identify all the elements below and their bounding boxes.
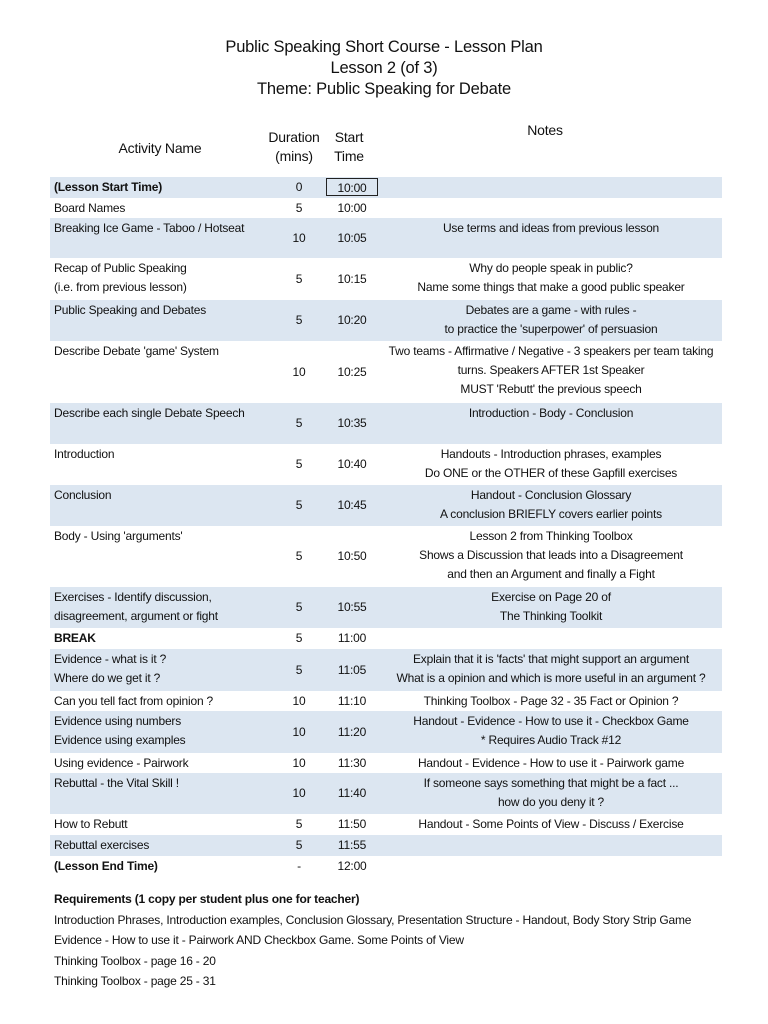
column-header-activity: Activity Name (118, 140, 202, 156)
table-row (50, 485, 722, 526)
start-time-cell: 10:45 (324, 485, 380, 526)
start-time-cell: 10:00 (337, 200, 367, 215)
duration-cell: 10 (274, 711, 324, 753)
notes-cell (380, 856, 722, 877)
activity-name: Where do we get it ? (54, 671, 161, 685)
note-line: Handout - Conclusion Glossary (470, 488, 632, 502)
duration-cell: 0 (274, 177, 324, 198)
note-line: and then an Argument and finally a Fight (447, 567, 655, 581)
duration-cell: 5 (295, 200, 303, 215)
notes-cell (380, 341, 722, 403)
table-row (50, 526, 722, 587)
start-time-cell: 11:10 (337, 693, 367, 708)
activity-cell (50, 711, 274, 753)
table-row (50, 753, 722, 773)
table-row (50, 835, 722, 856)
activity-name: disagreement, argument or fight (54, 609, 218, 623)
start-time-cell: 10:55 (324, 587, 380, 628)
start-time-cell: 11:40 (324, 773, 380, 814)
table-row (50, 341, 722, 403)
activity-name: Using evidence - Pairwork (54, 756, 189, 770)
requirements-section (54, 889, 744, 992)
note-line: how do you deny it ? (497, 795, 605, 809)
notes-cell (380, 691, 722, 711)
start-time-cell: 10:15 (337, 271, 367, 286)
note-line: turns. Speakers AFTER 1st Speaker (457, 363, 645, 377)
duration-cell: 5 (274, 403, 324, 444)
lesson-plan-table (50, 177, 722, 877)
activity-name: (Lesson Start Time) (54, 180, 163, 194)
table-row (50, 691, 722, 711)
activity-name: Exercises - Identify discussion, (54, 590, 212, 604)
activity-cell (50, 485, 274, 526)
activity-cell (50, 814, 274, 835)
activity-cell (50, 258, 274, 300)
activity-cell (50, 649, 274, 691)
activity-name: Introduction (54, 447, 115, 461)
activity-cell (50, 856, 274, 877)
duration-cell: 5 (274, 835, 324, 856)
activity-cell (50, 526, 274, 587)
activity-name: Conclusion (54, 488, 112, 502)
lesson-plan-rows (50, 177, 722, 877)
notes-cell (380, 835, 722, 856)
duration-cell: 5 (295, 457, 303, 471)
table-row (50, 444, 722, 485)
start-time-cell: 10:50 (337, 549, 367, 563)
table-row (50, 177, 722, 198)
activity-cell (50, 691, 274, 711)
activity-name: Describe Debate 'game' System (54, 344, 219, 358)
activity-name: Body - Using 'arguments' (54, 529, 183, 543)
table-row (50, 628, 722, 649)
activity-cell (50, 835, 274, 856)
duration-cell: 5 (295, 631, 303, 645)
table-row (50, 649, 722, 691)
activity-name: Evidence - what is it ? (54, 652, 167, 666)
activity-cell (50, 218, 274, 258)
table-row (50, 587, 722, 628)
note-line: Handouts - Introduction phrases, examples (440, 447, 662, 461)
notes-cell (380, 198, 722, 218)
activity-cell (50, 177, 274, 198)
note-line: Do ONE or the OTHER of these Gapfill exercises (424, 466, 678, 480)
start-time-cell: 11:05 (324, 649, 380, 691)
activity-name: Public Speaking and Debates (54, 303, 207, 317)
activity-name: Rebuttal - the Vital Skill ! (54, 776, 179, 790)
start-time-cell: 10:40 (337, 457, 367, 471)
duration-cell: 10 (292, 755, 306, 770)
duration-cell: 10 (292, 693, 306, 708)
notes-cell (380, 444, 722, 485)
document-title: Public Speaking Short Course - Lesson Plan (225, 38, 543, 56)
activity-name: Describe each single Debate Speech (54, 406, 245, 420)
notes-cell (380, 587, 722, 628)
notes-cell (380, 526, 722, 587)
start-time-cell: 10:35 (324, 403, 380, 444)
note-line: If someone says something that might be a fact ... (423, 776, 679, 790)
duration-cell: 5 (295, 817, 303, 831)
activity-cell (50, 628, 274, 649)
requirements-line: Thinking Toolbox - page 25 - 31 (54, 974, 216, 988)
table-row (50, 773, 722, 814)
duration-cell: 5 (274, 649, 324, 691)
note-line: Shows a Discussion that leads into a Disagreement (419, 548, 683, 562)
notes-cell (380, 753, 722, 773)
note-line: to practice the 'superpower' of persuasion (444, 322, 658, 336)
start-time-cell: 11:50 (337, 817, 367, 831)
activity-name: (Lesson End Time) (54, 859, 158, 873)
table-row (50, 711, 722, 753)
duration-cell: 5 (274, 300, 324, 341)
notes-cell (380, 773, 722, 814)
activity-cell (50, 587, 274, 628)
document-header (0, 37, 768, 100)
activity-name: BREAK (54, 631, 96, 645)
activity-name: Evidence using numbers (54, 714, 182, 728)
activity-name: (i.e. from previous lesson) (54, 280, 187, 294)
note-line: Handout - Evidence - How to use it - Pairwork game (417, 756, 685, 770)
activity-name: How to Rebutt (54, 817, 128, 831)
start-time-cell: 10:25 (337, 364, 367, 379)
duration-cell: - (297, 859, 301, 873)
notes-cell (380, 628, 722, 649)
note-line: MUST 'Rebutt' the previous speech (460, 382, 642, 396)
activity-cell (50, 198, 274, 218)
notes-cell (380, 177, 722, 198)
activity-name: Evidence using examples (54, 733, 186, 747)
start-time-cell: 10:05 (324, 218, 380, 258)
note-line: Exercise on Page 20 of (491, 590, 611, 604)
notes-cell (380, 711, 722, 753)
note-line: Debates are a game - with rules - (465, 303, 637, 317)
start-time-cell: 11:30 (337, 755, 367, 770)
notes-cell (380, 485, 722, 526)
start-time-cell: 11:00 (337, 631, 367, 645)
activity-cell (50, 444, 274, 485)
duration-cell: 10 (274, 218, 324, 258)
note-line: Handout - Some Points of View - Discuss / Exercise (418, 817, 684, 831)
note-line: Use terms and ideas from previous lesson (442, 221, 660, 235)
start-time-cell: 12:00 (337, 859, 367, 873)
lesson-number: Lesson 2 (of 3) (330, 59, 438, 77)
activity-cell (50, 773, 274, 814)
table-row (50, 814, 722, 835)
activity-name: Rebuttal exercises (54, 838, 150, 852)
lesson-theme: Theme: Public Speaking for Debate (257, 80, 511, 98)
column-header-start: Start Time (334, 129, 364, 164)
table-row (50, 856, 722, 877)
requirements-line: Evidence - How to use it - Pairwork AND Checkbox Game. Some Points of View (54, 933, 464, 947)
note-line: Introduction - Body - Conclusion (468, 406, 634, 420)
notes-cell (380, 300, 722, 341)
table-row (50, 198, 722, 218)
activity-name: Recap of Public Speaking (54, 261, 187, 275)
note-line: A conclusion BRIEFLY covers earlier points (440, 507, 662, 521)
activity-name: Can you tell fact from opinion ? (54, 694, 214, 708)
note-line: The Thinking Toolkit (499, 609, 603, 623)
notes-cell (380, 403, 722, 444)
notes-cell (380, 814, 722, 835)
activity-name: Breaking Ice Game - Taboo / Hotseat (54, 221, 245, 235)
duration-cell: 5 (274, 587, 324, 628)
requirements-line: Introduction Phrases, Introduction examples, Conclusion Glossary, Presentation Structure - Handout, Body Story Strip Game (54, 912, 692, 927)
start-time-highlight: 10:00 (326, 178, 378, 196)
start-time-cell: 11:55 (324, 835, 380, 856)
start-time-cell (324, 177, 380, 198)
note-line: Lesson 2 from Thinking Toolbox (469, 529, 633, 543)
column-header-duration: Duration (mins) (268, 129, 320, 164)
activity-cell (50, 300, 274, 341)
note-line: Handout - Evidence - How to use it - Checkbox Game (413, 714, 689, 728)
duration-cell: 10 (274, 773, 324, 814)
note-line: What is a opinion and which is more useful in an argument ? (396, 671, 706, 685)
column-header-notes: Notes (527, 122, 563, 138)
requirements-heading: Requirements (1 copy per student plus one for teacher) (54, 892, 360, 906)
note-line: Two teams - Affirmative / Negative - 3 speakers per team taking (388, 344, 714, 358)
duration-cell: 5 (295, 549, 303, 563)
notes-cell (380, 258, 722, 300)
table-row (50, 218, 722, 258)
activity-cell (50, 403, 274, 444)
notes-cell (380, 649, 722, 691)
start-time-cell: 10:20 (324, 300, 380, 341)
activity-name: Board Names (54, 201, 126, 215)
requirements-line: Thinking Toolbox - page 16 - 20 (54, 953, 216, 968)
table-row (50, 258, 722, 300)
note-line: Name some things that make a good public speaker (417, 280, 685, 294)
duration-cell: 5 (295, 271, 303, 286)
activity-cell (50, 341, 274, 403)
table-row (50, 300, 722, 341)
note-line: Explain that it is 'facts' that might support an argument (413, 652, 689, 666)
note-line: * Requires Audio Track #12 (480, 733, 622, 747)
table-row (50, 403, 722, 444)
activity-cell (50, 753, 274, 773)
note-line: Thinking Toolbox - Page 32 - 35 Fact or Opinion ? (423, 694, 679, 708)
start-time-cell: 11:20 (324, 711, 380, 753)
note-line: Why do people speak in public? (469, 261, 633, 275)
duration-cell: 5 (274, 485, 324, 526)
notes-cell (380, 218, 722, 258)
duration-cell: 10 (292, 364, 306, 379)
